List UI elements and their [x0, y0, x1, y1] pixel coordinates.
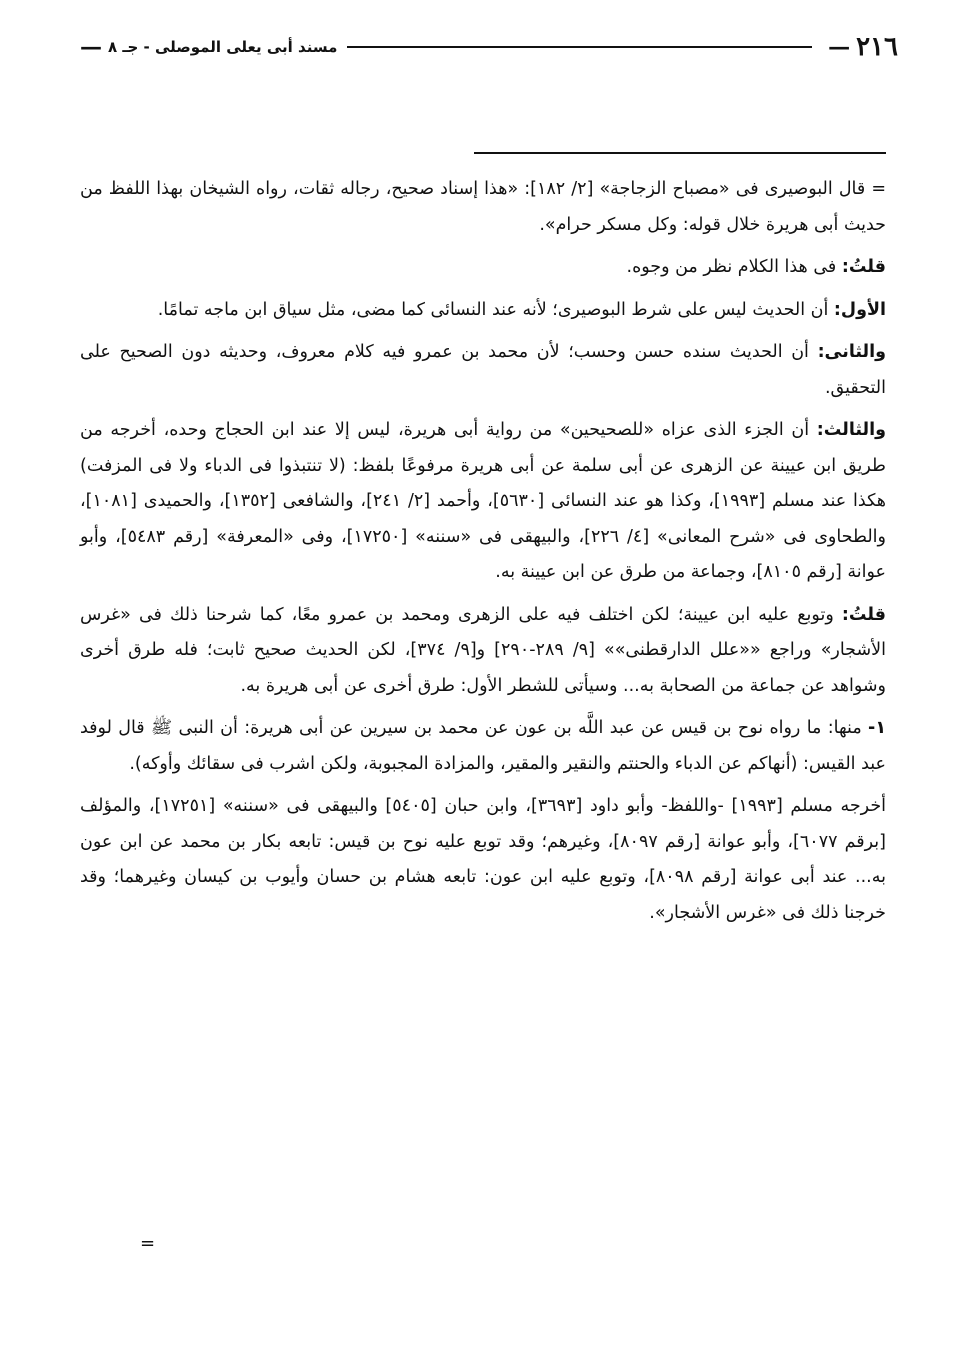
paragraph-text: منها: ما رواه نوح بن قيس عن عبد اللَّه بن عون عن محمد بن سيرين عن أبى هريرة: أن النبى ﷺ قال لوفد عبد القيس: (أنهاكم عن الدباء والحنتم والنقير والمقير، والمزادة المجبوبة، ولكن اشرب فى سقائك وأوكه).: [80, 718, 886, 774]
paragraph-first-point: [80, 293, 886, 329]
paragraph-lead: والثالث:: [816, 420, 886, 440]
footnote-separator: [474, 152, 886, 154]
paragraph-third-point: [80, 413, 886, 591]
footnote-body: [80, 172, 886, 938]
paragraph-text: فى هذا الكلام نظر من وجوه.: [626, 257, 842, 277]
paragraph-text: أن الحديث سنده حسن وحسب؛ لأن محمد بن عمرو فيه كلام معروف، وحديثه دون الصحيح على التحقيق.: [80, 342, 886, 398]
paragraph-second-point: [80, 335, 886, 406]
paragraph-busiri-quote: [80, 172, 886, 243]
paragraph-note-1: [80, 250, 886, 286]
page-number: ٢١٦: [856, 32, 898, 62]
paragraph-text: أن الجزء الذى عزاه «للصحيحين» من رواية أبى هريرة، ليس إلا عند ابن الحجاج وحده، أخرجه من طريق ابن عيينة عن الزهرى عن أبى سلمة عن أبى هريرة مرفوعًا بلفظ: (لا تنتبذوا فى الدباء ولا فى المزفت) هكذا عند مسلم [١٩٩٣]، وكذا هو عند النسائى [٥٦٣٠]، وأحمد [٢/ ٢٤١]، والشافعى [١٣٥٢]، والحميدى [١٠٨١]، والطحاوى فى «شرح المعانى» [٤/ ٢٢٦]، والبيهقى فى «سننه» [١٧٢٥٠]، وفى «المعرفة» [رقم ٥٤٨٣]، وأبو عوانة [رقم ٨١٠٥]، وجماعة من طرق عن ابن عيينة به.: [80, 420, 886, 582]
paragraph-note-2: [80, 598, 886, 705]
paragraph-lead: الأول:: [833, 299, 886, 320]
paragraph-text: أخرجه مسلم [١٩٩٣] -واللفظ- وأبو داود [٣٦٩٣]، وابن حبان [٥٤٠٥] والبيهقى فى «سننه» [١٧٢٥١]، والمؤلف [برقم ٦٠٧٧]، وأبو عوانة [رقم ٨٠٩٧]، وغيرهم؛ وقد توبع عليه نوح بن قيس: تابعه بكار بن محمد عن ابن عون به... عند أبى عوانة [رقم ٨٠٩٨]، وتوبع عليه ابن عون: تابعه هشام بن حسان وأيوب بن كيسان وغيرهما؛ وقد خرجنا ذلك فى «غرس الأشجار».: [80, 796, 887, 923]
continuation-mark: =: [140, 1233, 156, 1254]
book-title: مسند أبى يعلى الموصلى - جـ ٨: [108, 38, 338, 56]
paragraph-text: = قال البوصيرى فى «مصباح الزجاجة» [٢/ ١٨٢]: «هذا إسناد صحيح، رجاله ثقات، رواه الشيخان بهذا اللفظ من حديث أبى هريرة خلال قوله: وكل مسكر حرام».: [80, 179, 886, 235]
header-dash-right: —: [828, 34, 851, 60]
paragraph-lead: ١-: [868, 718, 886, 738]
header-dash-left: —: [80, 34, 102, 60]
paragraph-text: أن الحديث ليس على شرط البوصيرى؛ لأنه عند النسائى كما مضى، مثل سياق ابن ماجه تمامًا.: [157, 299, 834, 320]
paragraph-lead: قلتُ:: [841, 257, 886, 277]
paragraph-lead: والثانى:: [817, 342, 886, 362]
paragraph-text: وتوبع عليه ابن عيينة؛ لكن اختلف فيه على الزهرى ومحمد بن عمرو معًا، كما شرحنا ذلك فى «غرس الأشجار» وراجع ««علل الدارقطنى»» [٩/ ٢٨٩-٢٩٠] و[٩/ ٣٧٤]، لكن الحديث صحيح ثابت؛ فله طرق أخرى وشواهد عن جماعة من الصحابة به... وسيأتى للشطر الأول: طرق أخرى عن أبى هريرة به.: [80, 604, 886, 696]
paragraph-route-1: [80, 711, 886, 782]
running-header: [74, 30, 898, 64]
paragraph-lead: قلتُ:: [841, 604, 886, 625]
paragraph-takhrij: [80, 789, 886, 931]
header-rule: [347, 46, 812, 48]
